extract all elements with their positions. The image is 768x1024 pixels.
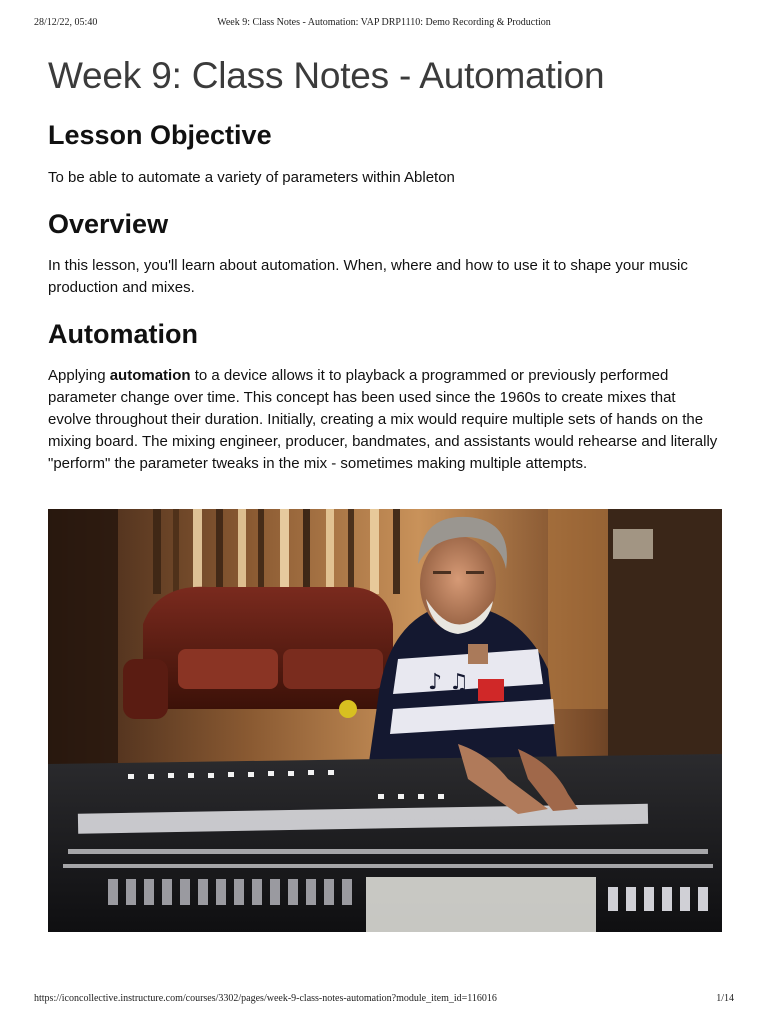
print-page-number: 1/14 xyxy=(716,993,734,1004)
print-footer xyxy=(34,993,734,1007)
overview-text: In this lesson, you'll learn about automation. When, where and how to use it to shape your music production and mixes. xyxy=(48,257,688,296)
automation-paragraph xyxy=(48,365,720,475)
svg-text:♪ ♫: ♪ ♫ xyxy=(428,670,469,695)
print-header xyxy=(34,17,734,31)
page-title: Week 9: Class Notes - Automation xyxy=(48,55,605,96)
studio-photo-illustration xyxy=(48,509,722,932)
automation-text-start: Applying xyxy=(48,367,110,384)
lesson-objective-text: To be able to automate a variety of parameters within Ableton xyxy=(48,169,455,186)
print-date: 28/12/22, 05:40 xyxy=(34,17,98,28)
print-url: https://iconcollective.instructure.com/courses/3302/pages/week-9-class-notes-automation?module_item_id=116016 xyxy=(34,993,497,1004)
print-document-title: Week 9: Class Notes - Automation: VAP DRP1110: Demo Recording & Production xyxy=(217,17,551,28)
automation-text-rest: to a device allows it to playback a programmed or previously performed parameter change over time. This concept has been used since the 1960s to create mixes that evolve throughout their duration. Initially, creating a mix would require multiple sets of hands on the mixing board. The mixing engineer, producer, bandmates, and assistants would rehearse and literally "perform" the parameter tweaks in the mix - sometimes making multiple attempts. xyxy=(48,367,718,472)
overview-heading: Overview xyxy=(48,209,169,239)
automation-heading: Automation xyxy=(48,319,198,349)
studio-mixing-console-photo xyxy=(48,509,722,932)
lesson-objective-heading: Lesson Objective xyxy=(48,120,272,150)
page-content xyxy=(48,52,720,475)
automation-bold-term: automation xyxy=(109,367,191,384)
